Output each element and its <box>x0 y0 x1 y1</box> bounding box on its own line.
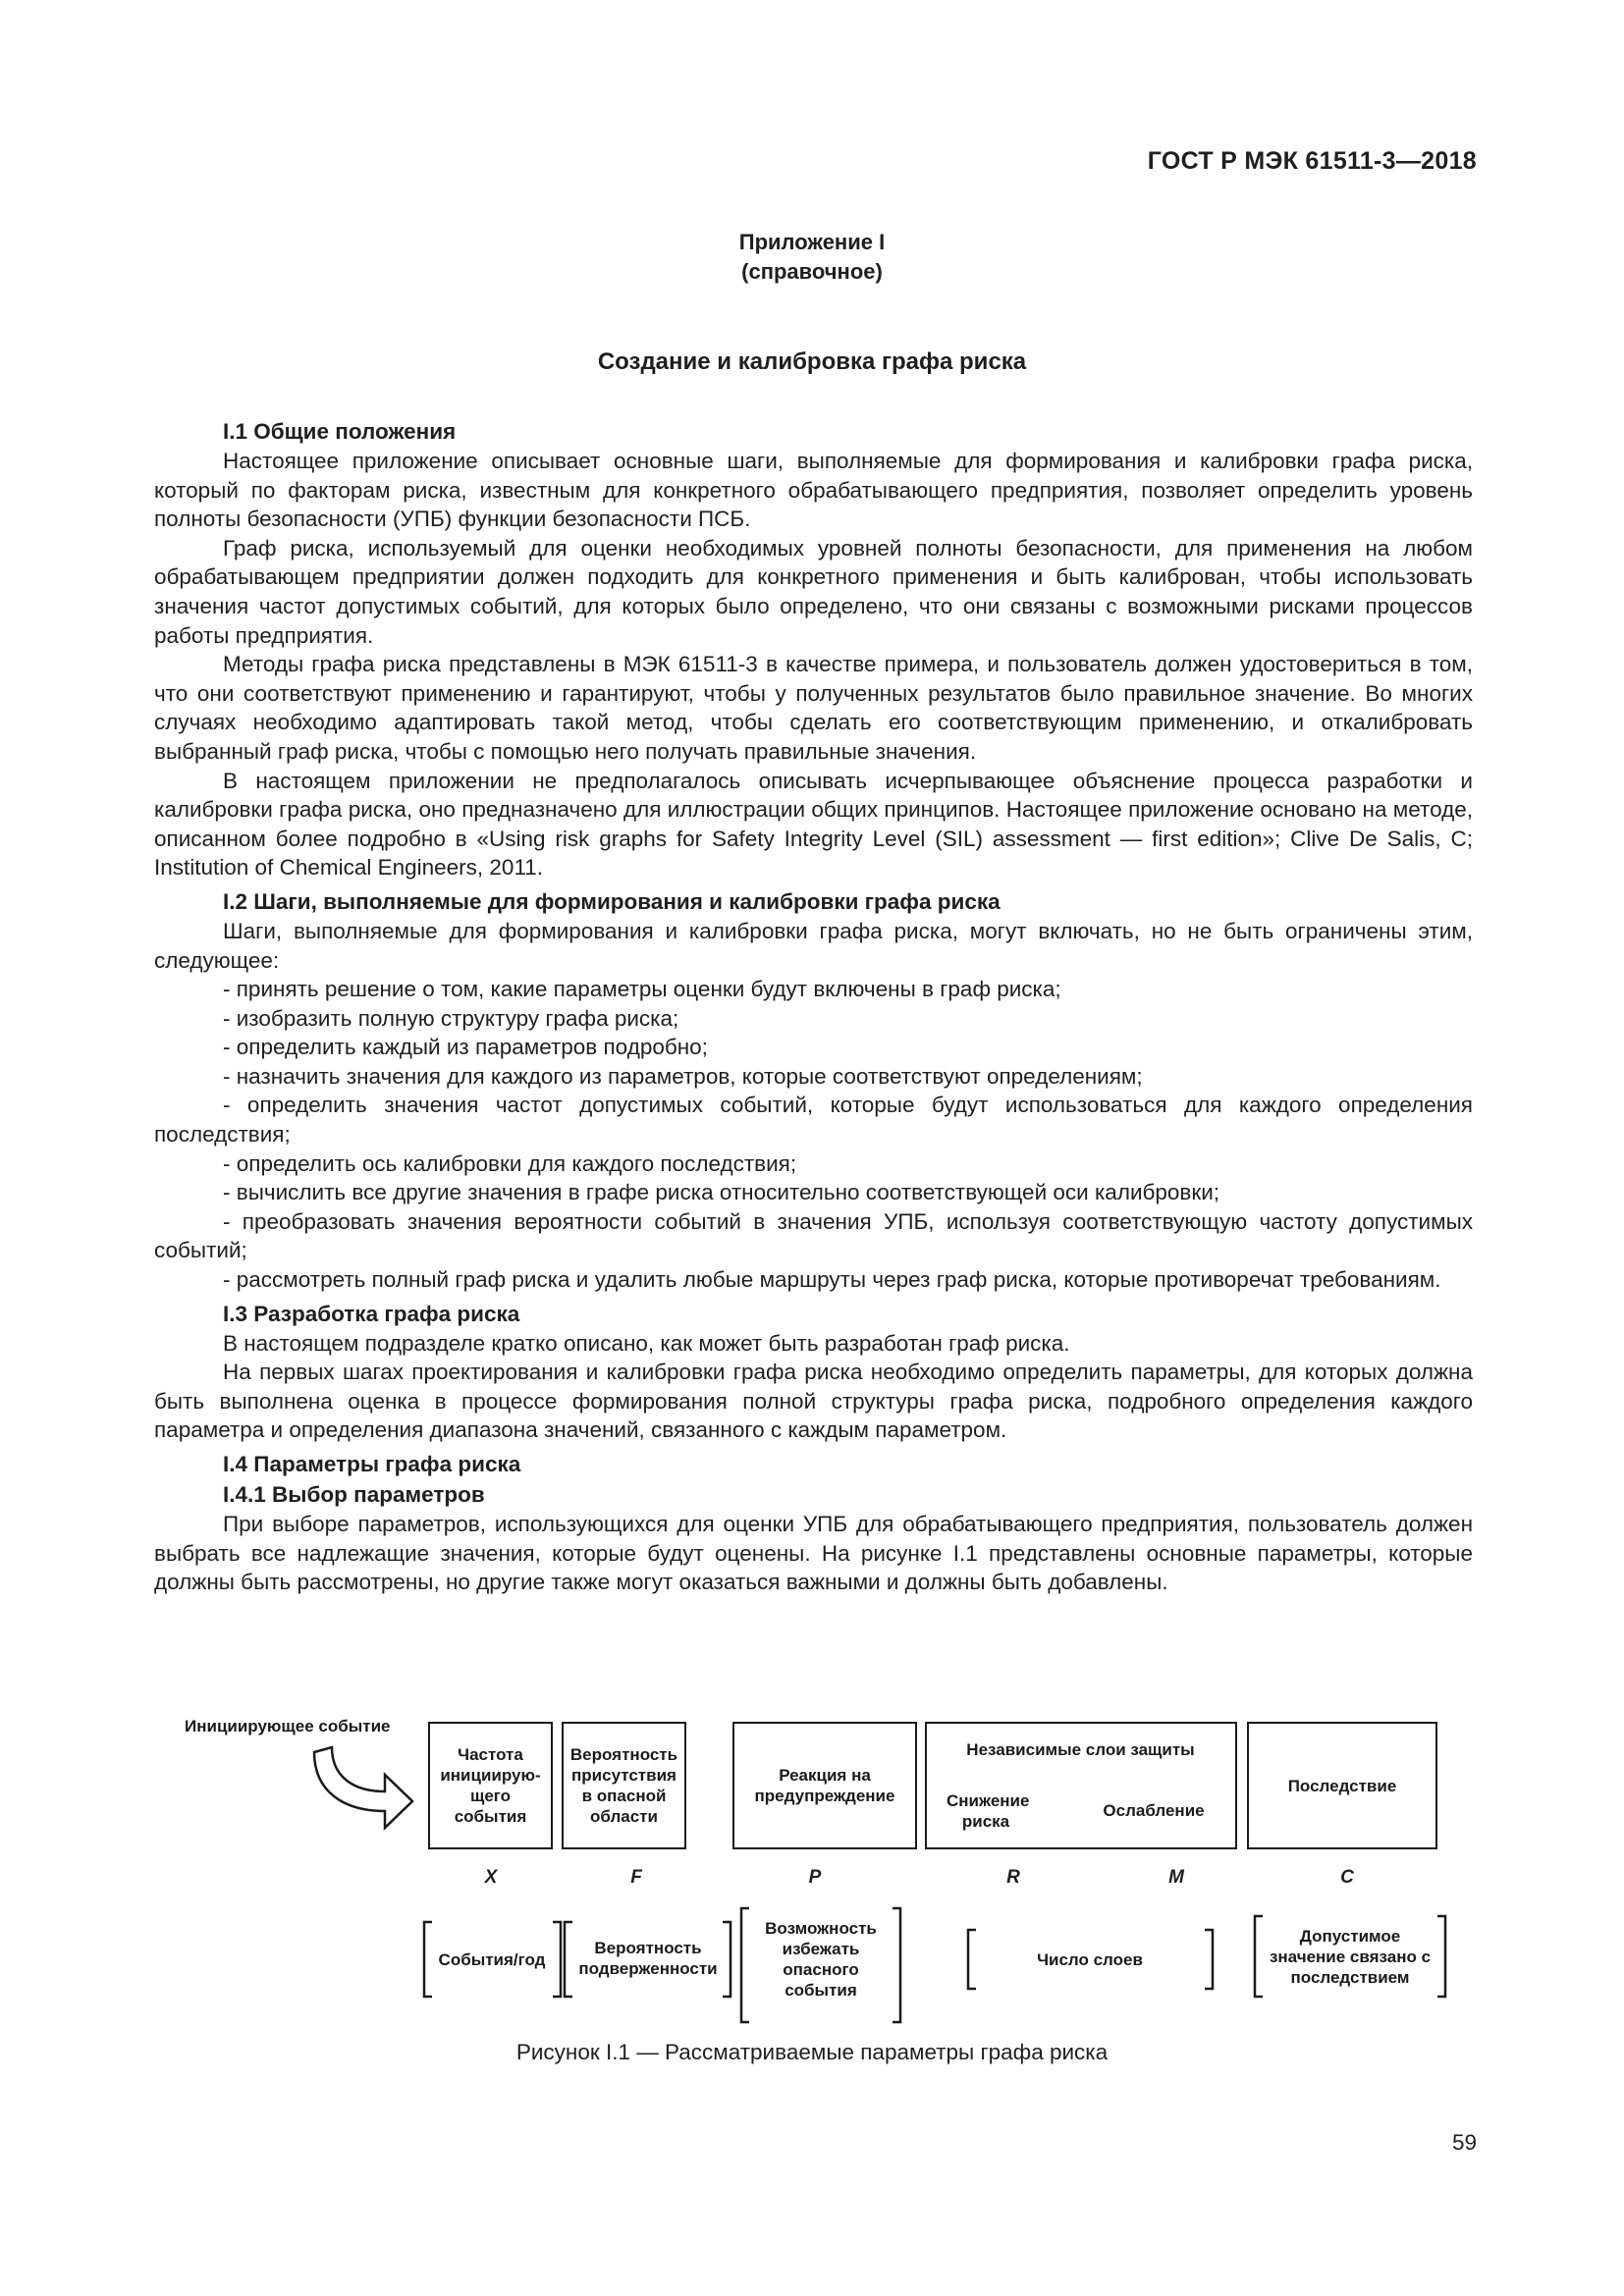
bracket-rm-left <box>968 1930 976 1989</box>
paragraph: Граф риска, используемый для оценки необходимых уровней полноты безопасности, для применения на любом обрабатывающем предприятии должен подходить для конкретного применения и быть калиброван, чтобы использовать значения частот допустимых событий, для которых было определено, что они связаны с возможными рисками процессов работы предприятия. <box>154 535 1473 648</box>
page-number: 59 <box>1451 2130 1477 2155</box>
param-letter-f: F <box>630 1867 642 1888</box>
bracket-p-right <box>893 1908 900 2022</box>
paragraph: Настоящее приложение описывает основные шаги, выполняемые для формирования и калибровки графа риска, который по факторам риска, известным для конкретного обрабатывающего предприятия, позволяет определить уровень полноты безопасности (УПБ) функции безопасности ПСБ. <box>154 449 1473 532</box>
figure-caption: Рисунок I.1 — Рассматриваемые параметры графа риска <box>515 2040 1109 2064</box>
appendix-type: (справочное) <box>741 259 883 284</box>
box-consequence-label: Последствие <box>1287 1776 1397 1795</box>
bracket-rm-right <box>1205 1930 1213 1989</box>
param-letter-c: C <box>1340 1867 1354 1888</box>
list-item: - вычислить все другие значения в графе риска относительно соответствующей оси калибровки; <box>223 1180 1220 1205</box>
bracket-f-left <box>565 1922 572 1997</box>
box-presence-label: Вероятность присутствия в опасной области <box>569 1745 678 1826</box>
bracket-p-left <box>741 1908 749 2022</box>
page-title: Создание и калибровка графа риска <box>597 348 1027 375</box>
param-letter-m: M <box>1168 1867 1184 1888</box>
list-item: - изобразить полную структуру графа риска; <box>223 1005 679 1031</box>
section-heading-4: I.4 Параметры графа риска <box>223 1452 521 1476</box>
box-mitigation-label: Ослабление <box>1103 1801 1205 1820</box>
subsection-heading-4-1: I.4.1 Выбор параметров <box>223 1482 485 1507</box>
unit-c: Допустимое значение связано с последствием <box>1269 1927 1432 1987</box>
box-warning <box>732 1722 917 1849</box>
paragraph: Методы графа риска представлены в МЭК 61511-3 в качестве примера, и пользователь должен удостовериться в том, что они соответствуют применению и гарантируют, чтобы у полученных результатов было правильное значение. Во многих случаях необходимо адаптировать такой метод, чтобы сделать его соответствующим применению, и откалибровать выбранный граф риска, чтобы с помощью него получать правильные значения. <box>154 652 1473 764</box>
paragraph: В настоящем приложении не предполагалось описывать исчерпывающее объяснение процесса разработки и калибровки графа риска, оно предназначено для иллюстрации общих принципов. Настоящее приложение основано на методе, описанном более подробно в «Using risk graphs for Safety Integrity Level (SIL) assessment — first edition»; Clive De Salis, C; Institution of Chemical Engineers, 2011. <box>154 768 1473 881</box>
box-frequency-label: Частота инициирую-щего события <box>440 1745 541 1826</box>
section-heading-3: I.3 Разработка графа риска <box>223 1301 520 1326</box>
box-frequency <box>428 1722 553 1849</box>
bracket-f-right <box>723 1922 731 1997</box>
appendix-header <box>0 228 1624 287</box>
box-ipl-title: Независимые слои защиты <box>966 1740 1195 1759</box>
document-body <box>154 412 1473 1597</box>
box-ipl <box>925 1722 1237 1849</box>
list-item: - рассмотреть полный граф риска и удалить любые маршруты через граф риска, которые противоречат требованиям. <box>223 1267 1441 1293</box>
appendix-label: Приложение I <box>738 230 886 254</box>
param-letter-r: R <box>1006 1867 1020 1888</box>
standard-code: ГОСТ Р МЭК 61511-3—2018 <box>1147 147 1477 175</box>
box-consequence <box>1247 1722 1437 1849</box>
curved-arrow-icon <box>314 1747 412 1828</box>
initiating-event-label: Инициирующее событие <box>185 1717 391 1735</box>
box-warning-label: Реакция на предупреждение <box>754 1766 895 1805</box>
list-item: - преобразовать значения вероятности событий в значения УПБ, используя соответствующую частоту допустимых событий; <box>154 1208 1473 1263</box>
list-item: - определить каждый из параметров подробно; <box>223 1035 708 1060</box>
paragraph: В настоящем подразделе кратко описано, как может быть разработан граф риска. <box>223 1330 1070 1356</box>
steps-list <box>154 975 1473 1295</box>
list-item: - принять решение о том, какие параметры оценки будут включены в граф риска; <box>223 977 1061 1002</box>
paragraph: При выборе параметров, использующихся для оценки УПБ для обрабатывающего предприятия, пользователь должен выбрать все надлежащие значения, которые будут оценены. На рисунке I.1 представлены основные параметры, которые должны быть рассмотрены, но другие также могут оказаться важными и должны быть добавлены. <box>154 1512 1473 1595</box>
bracket-x-left <box>424 1922 432 1997</box>
section-heading-1: I.1 Общие положения <box>223 419 457 444</box>
paragraph: На первых шагах проектирования и калибровки графа риска необходимо определить параметры, для которых должна быть выполнена оценка в процессе формирования полной структуры графа риска, подробного определения каждого параметра и определения диапазона значений, связанного с каждым параметром. <box>154 1360 1473 1443</box>
bracket-c-right <box>1437 1916 1445 1997</box>
section-heading-2: I.2 Шаги, выполняемые для формирования и калибровки графа риска <box>223 888 1001 914</box>
paragraph: Шаги, выполняемые для формирования и калибровки графа риска, могут включать, но не быть ограничены этим, следующее: <box>154 918 1473 973</box>
list-item: - определить значения частот допустимых событий, которые будут использоваться для каждого определения последствия; <box>154 1093 1473 1148</box>
unit-rm: Число слоев <box>1037 1950 1143 1969</box>
unit-f: Вероятность подверженности <box>578 1939 718 1978</box>
unit-x: События/год <box>438 1950 546 1969</box>
box-presence <box>562 1722 686 1849</box>
unit-p: Возможность избежать опасного события <box>765 1919 877 2000</box>
box-risk-reduction-label: Снижение риска <box>947 1791 1030 1831</box>
param-letter-x: X <box>484 1867 498 1888</box>
list-item: - назначить значения для каждого из параметров, которые соответствуют определениям; <box>223 1063 1143 1089</box>
bracket-x-right <box>553 1922 561 1997</box>
list-item: - определить ось калибровки для каждого последствия; <box>223 1150 797 1176</box>
param-letter-p: P <box>808 1867 822 1888</box>
bracket-c-left <box>1255 1916 1263 1997</box>
